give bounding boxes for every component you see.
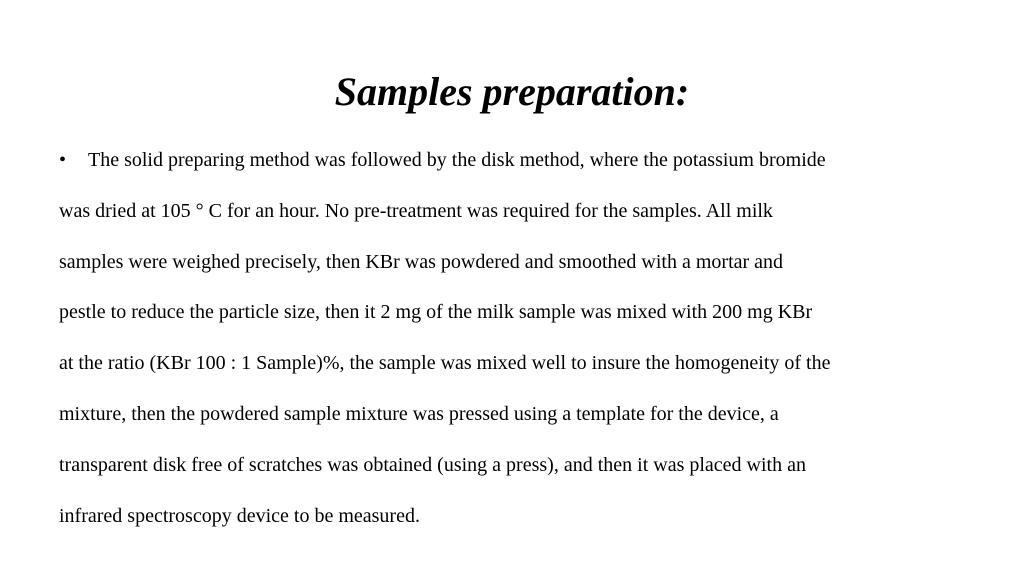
paragraph-line: at the ratio (KBr 100 : 1 Sample)%, the sample was mixed well to insure the homogeneity of the — [59, 352, 831, 374]
slide-title: Samples preparation: — [334, 69, 690, 114]
paragraph-line: mixture, then the powdered sample mixture was pressed using a template for the device, a — [59, 403, 779, 425]
paragraph-line: infrared spectroscopy device to be measured. — [59, 505, 420, 527]
paragraph-line: was dried at 105 ° C for an hour. No pre-treatment was required for the samples. All milk — [59, 200, 773, 222]
bullet-point: • — [59, 149, 67, 171]
paragraph-line: pestle to reduce the particle size, then it 2 mg of the milk sample was mixed with 200 mg KBr — [59, 301, 813, 323]
paragraph-line: samples were weighed precisely, then KBr was powdered and smoothed with a mortar and — [59, 251, 784, 273]
paragraph-line: The solid preparing method was followed by the disk method, where the potassium bromide — [88, 149, 826, 171]
paragraph-line: transparent disk free of scratches was obtained (using a press), and then it was placed with an — [59, 454, 806, 476]
